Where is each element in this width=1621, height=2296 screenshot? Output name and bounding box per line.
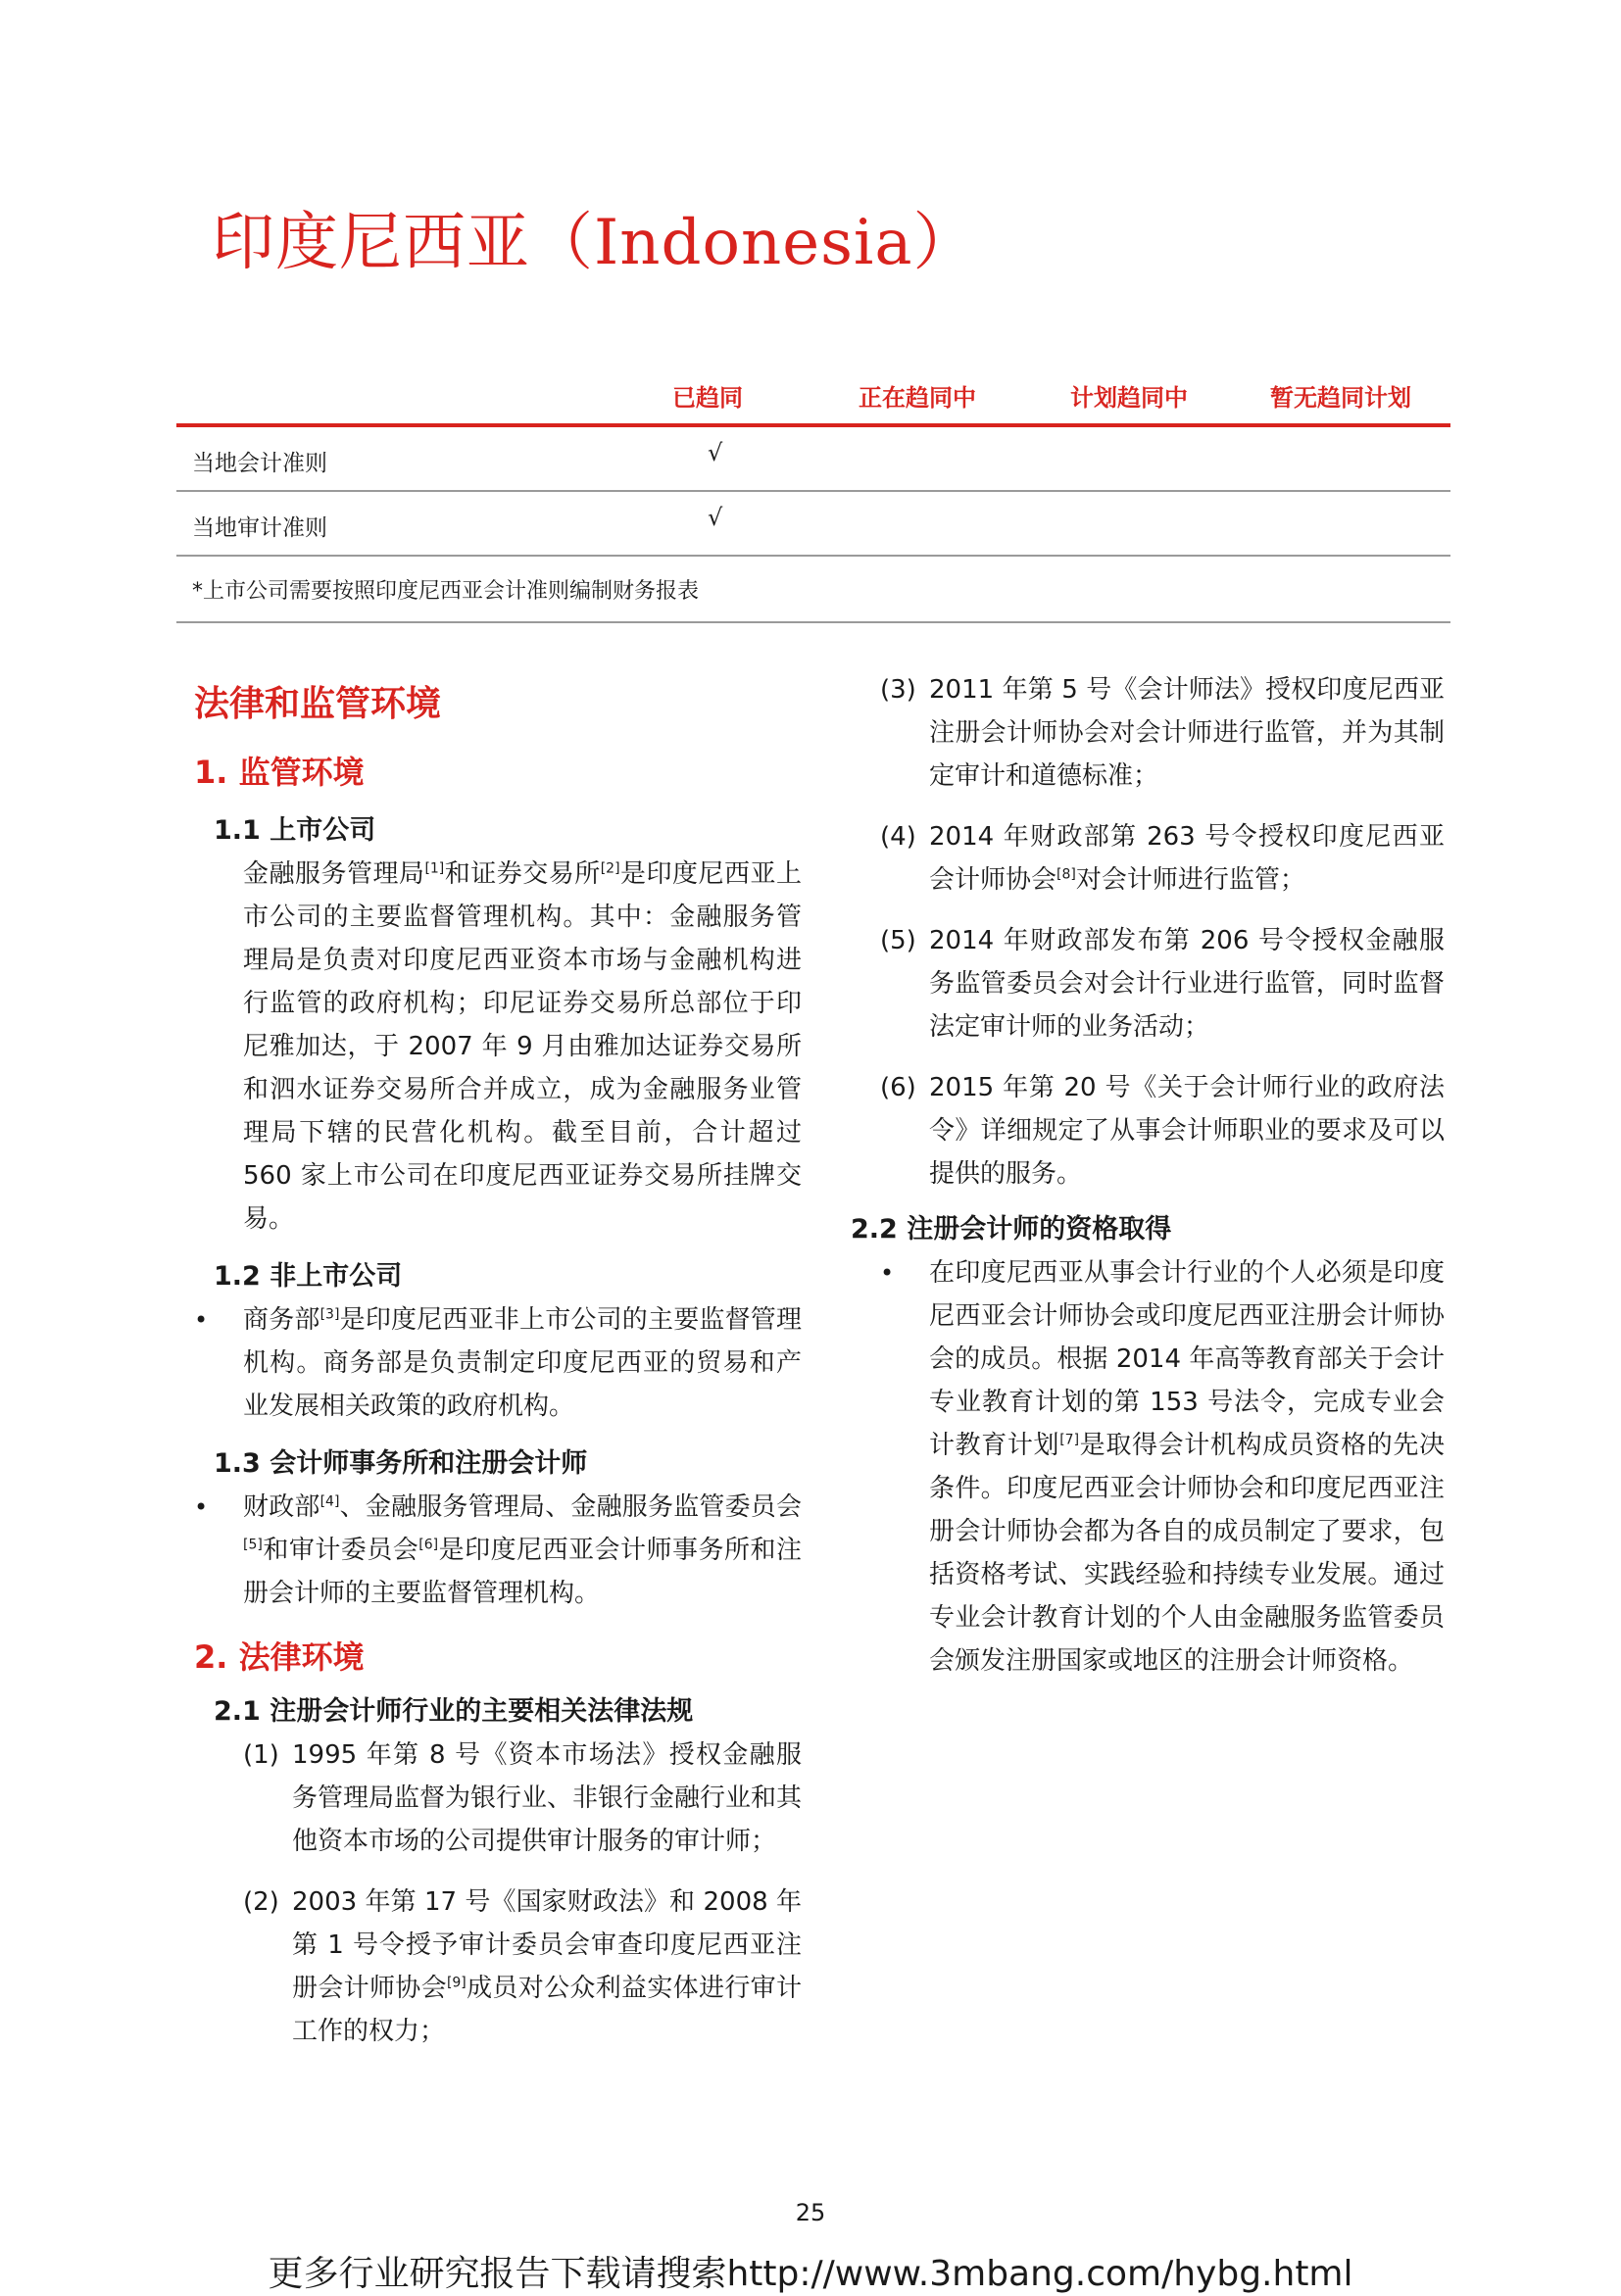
table-header: [176, 372, 1450, 427]
list-item: [194, 1298, 802, 1428]
heading-2-1: 2.1 注册会计师行业的主要相关法律法规: [214, 1696, 694, 1727]
heading-2-2: 2.2 注册会计师的资格取得: [851, 1214, 1172, 1245]
section-title: 法律和监管环境: [194, 684, 442, 724]
bullet: •: [194, 1306, 209, 1334]
item-number: (1): [243, 1740, 279, 1770]
check-mark: √: [708, 504, 723, 531]
check-mark: √: [708, 439, 723, 466]
item-number: (4): [880, 822, 916, 852]
header-converged: 已趋同: [672, 384, 743, 412]
table-row: [176, 427, 1450, 492]
heading-1-1: 1.1 上市公司: [214, 815, 376, 846]
law-item-1: 1995 年第 8 号《资本市场法》授权金融服务管理局监督为银行业、非银行金融行业和其他资本市场的公司提供审计服务的审计师；: [292, 1740, 803, 1856]
paragraph-1-1: 金融服务管理局[1]和证券交易所[2]是印度尼西亚上市公司的主要监督管理机构。其中：金融服务管理局是负责对印度尼西亚资本市场与金融机构进行监管的政府机构；印尼证券交易所总部位于印尼雅加达，于 2007 年 9 月由雅加达证券交易所和泗水证券交易所合并成立，成为金融服务业管理局下辖的民营化机构。截至目前，合计超过 560 家上市公司在印度尼西亚证券交易所挂牌交易。: [243, 859, 802, 1234]
list-item: [243, 1734, 803, 1863]
table-note-row: [176, 557, 1450, 623]
list-item: [880, 1251, 1445, 1683]
list-item: [194, 1486, 802, 1615]
heading-1: 1. 监管环境: [194, 754, 365, 791]
list-item: [243, 1881, 802, 2053]
bullet: •: [880, 1259, 895, 1287]
left-column: [194, 676, 802, 2053]
right-column: [851, 668, 1445, 1683]
law-item-4: 2014 年财政部第 263 号令授权印度尼西亚会计师协会[8]对会计师进行监管；: [929, 822, 1445, 895]
row-label: 当地会计准则: [192, 451, 327, 476]
page-number: 25: [795, 2199, 826, 2226]
item-number: (2): [243, 1887, 279, 1917]
paragraph-1-3: 财政部[4]、金融服务管理局、金融服务监管委员会[5]和审计委员会[6]是印度尼西亚会计师事务所和注册会计师的主要监督管理机构。: [243, 1492, 802, 1608]
table-row: [176, 492, 1450, 557]
list-item: [880, 668, 1445, 798]
bullet: •: [194, 1493, 209, 1521]
row-label: 当地审计准则: [192, 515, 327, 541]
law-item-6: 2015 年第 20 号《关于会计师行业的政府法令》详细规定了从事会计师职业的要求及可以提供的服务。: [929, 1073, 1445, 1189]
law-item-3: 2011 年第 5 号《会计师法》授权印度尼西亚注册会计师协会对会计师进行监管，并为其制定审计和道德标准；: [929, 675, 1445, 791]
heading-1-2: 1.2 非上市公司: [214, 1261, 403, 1292]
header-planned: 计划趋同中: [1070, 384, 1188, 412]
heading-1-3: 1.3 会计师事务所和注册会计师: [214, 1448, 588, 1479]
item-number: (6): [880, 1073, 916, 1102]
convergence-table: [176, 372, 1450, 623]
item-number: (3): [880, 675, 916, 705]
paragraph-2-2: 在印度尼西亚从事会计行业的个人必须是印度尼西亚会计师协会或印度尼西亚注册会计师协会的成员。根据 2014 年高等教育部关于会计专业教育计划的第 153 号法令，完成专业会计教育计划[7]是取得会计机构成员资格的先决条件。印度尼西亚会计师协会和印度尼西亚注册会计师协会都为各自的成员制定了要求，包括资格考试、实践经验和持续专业发展。通过专业会计教育计划的个人由金融服务监管委员会颁发注册国家或地区的注册会计师资格。: [929, 1258, 1445, 1676]
list-item: [880, 919, 1445, 1049]
page-title: 印度尼西亚（Indonesia）: [212, 207, 977, 279]
list-item: [880, 815, 1445, 902]
header-no-plan: 暂无趋同计划: [1270, 384, 1411, 412]
law-item-2: 2003 年第 17 号《国家财政法》和 2008 年第 1 号令授予审计委员会审查印度尼西亚注册会计师协会[9]成员对公众利益实体进行审计工作的权力；: [292, 1887, 802, 2046]
footer-text: 更多行业研究报告下载请搜索http://www.3mbang.com/hybg.html: [268, 2254, 1353, 2294]
heading-2: 2. 法律环境: [194, 1638, 365, 1676]
item-number: (5): [880, 926, 916, 955]
list-item: [880, 1066, 1445, 1196]
paragraph-1-2: 商务部[3]是印度尼西亚非上市公司的主要监督管理机构。商务部是负责制定印度尼西亚的贸易和产业发展相关政策的政府机构。: [243, 1305, 802, 1421]
table-note: *上市公司需要按照印度尼西亚会计准则编制财务报表: [192, 579, 700, 604]
header-converging: 正在趋同中: [859, 384, 976, 412]
law-item-5: 2014 年财政部发布第 206 号令授权金融服务监管委员会对会计行业进行监管，同时监督法定审计师的业务活动；: [929, 926, 1445, 1042]
